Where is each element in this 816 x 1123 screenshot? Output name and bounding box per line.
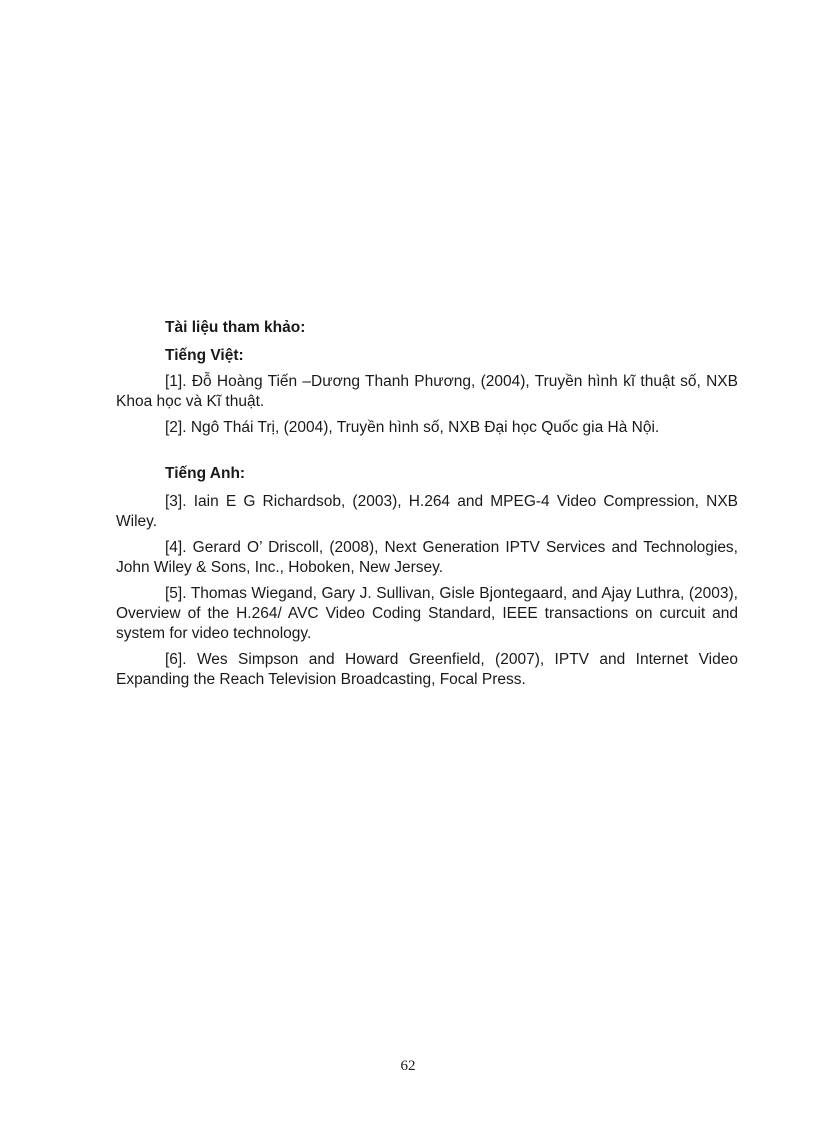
references-section <box>116 318 738 696</box>
reference-item: [3]. Iain E G Richardsob, (2003), H.264 and MPEG-4 Video Compression, NXB Wiley. <box>116 493 738 530</box>
reference-item: [4]. Gerard O’ Driscoll, (2008), Next Generation IPTV Services and Technologies, John Wiley & Sons, Inc., Hoboken, New Jersey. <box>116 539 738 576</box>
reference-item: [2]. Ngô Thái Trị, (2004), Truyền hình số, NXB Đại học Quốc gia Hà Nội. <box>165 419 660 436</box>
page-number: 62 <box>400 1058 416 1074</box>
vietnamese-heading: Tiếng Việt: <box>165 347 244 364</box>
english-heading: Tiếng Anh: <box>165 465 246 482</box>
references-title: Tài liệu tham khảo: <box>165 319 306 336</box>
reference-item: [5]. Thomas Wiegand, Gary J. Sullivan, Gisle Bjontegaard, and Ajay Luthra, (2003), Overview of the H.264/ AVC Video Coding Standard, IEEE transactions on curcuit and system for video technology. <box>116 585 738 642</box>
reference-item: [6]. Wes Simpson and Howard Greenfield, (2007), IPTV and Internet Video Expanding the Reach Television Broadcasting, Focal Press. <box>116 651 738 688</box>
reference-item: [1]. Đỗ Hoàng Tiến –Dương Thanh Phương, (2004), Truyền hình kĩ thuật số, NXB Khoa học và Kĩ thuật. <box>116 373 738 410</box>
